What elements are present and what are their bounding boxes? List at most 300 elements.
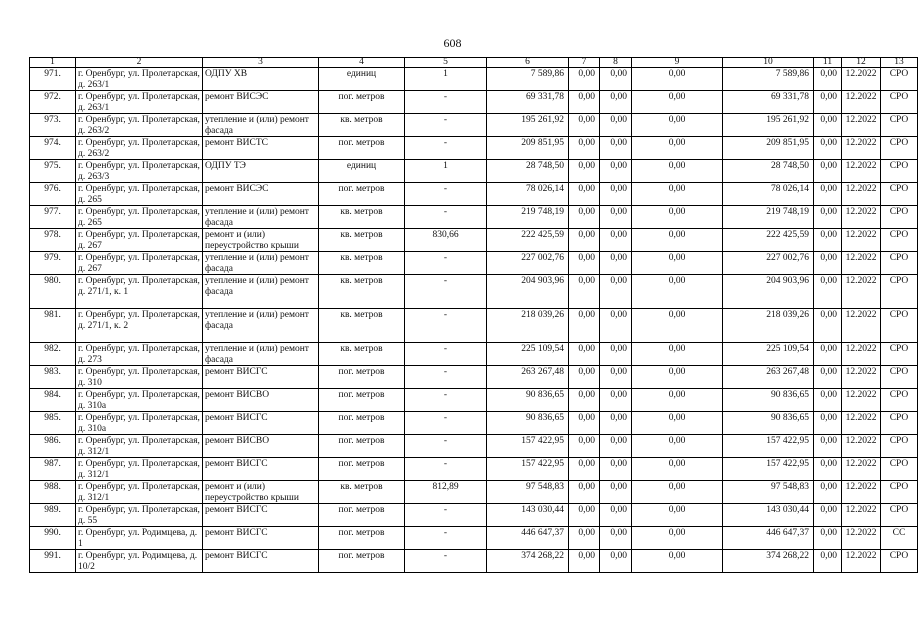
cost-col11-cell: 0,00 [814, 91, 842, 114]
column-header: 7 [569, 58, 600, 68]
work-type-cell: ремонт ВИСТС [203, 137, 319, 160]
completion-date-cell: 12.2022 [842, 343, 881, 366]
cost-col8-cell: 0,00 [600, 137, 632, 160]
table-row [30, 527, 918, 550]
cost-col10-cell: 218 039,26 [723, 309, 814, 343]
cost-col8-cell: 0,00 [600, 412, 632, 435]
work-type-cell: утепление и (или) ремонт фасада [203, 252, 319, 275]
funding-source-cell: СРО [881, 481, 918, 504]
cost-col7-cell: 0,00 [569, 275, 600, 309]
address-cell: г. Оренбург, ул. Пролетарская, д. 263/2 [76, 137, 203, 160]
cost-col9-cell: 0,00 [632, 206, 723, 229]
cost-col9-cell: 0,00 [632, 389, 723, 412]
cost-col11-cell: 0,00 [814, 550, 842, 573]
work-type-cell: ремонт ВИСГС [203, 366, 319, 389]
cost-col10-cell: 263 267,48 [723, 366, 814, 389]
cost-col7-cell: 0,00 [569, 183, 600, 206]
cost-col8-cell: 0,00 [600, 206, 632, 229]
cost-col9-cell: 0,00 [632, 275, 723, 309]
header-row [30, 58, 918, 68]
table-row [30, 91, 918, 114]
volume-cell: - [405, 183, 487, 206]
unit-cell: кв. метров [319, 481, 405, 504]
cost-col10-cell: 209 851,95 [723, 137, 814, 160]
column-header: 10 [723, 58, 814, 68]
completion-date-cell: 12.2022 [842, 550, 881, 573]
table-row [30, 343, 918, 366]
cost-col11-cell: 0,00 [814, 229, 842, 252]
volume-cell: - [405, 412, 487, 435]
table-row [30, 435, 918, 458]
address-cell: г. Оренбург, ул. Пролетарская, д. 271/1, к. 2 [76, 309, 203, 343]
cost-col11-cell: 0,00 [814, 275, 842, 309]
cost-col7-cell: 0,00 [569, 343, 600, 366]
table-row [30, 481, 918, 504]
row-number-cell: 972. [30, 91, 76, 114]
table-row [30, 412, 918, 435]
cost-col11-cell: 0,00 [814, 114, 842, 137]
address-cell: г. Оренбург, ул. Пролетарская, д. 263/2 [76, 114, 203, 137]
funding-source-cell: СРО [881, 389, 918, 412]
work-type-cell: утепление и (или) ремонт фасада [203, 343, 319, 366]
total-cost-cell: 78 026,14 [487, 183, 569, 206]
unit-cell: пог. метров [319, 412, 405, 435]
cost-col11-cell: 0,00 [814, 183, 842, 206]
total-cost-cell: 90 836,65 [487, 389, 569, 412]
cost-col8-cell: 0,00 [600, 504, 632, 527]
volume-cell: - [405, 91, 487, 114]
volume-cell: 812,89 [405, 481, 487, 504]
row-number-cell: 982. [30, 343, 76, 366]
unit-cell: пог. метров [319, 91, 405, 114]
work-type-cell: ремонт ВИСГС [203, 412, 319, 435]
cost-col11-cell: 0,00 [814, 309, 842, 343]
unit-cell: пог. метров [319, 366, 405, 389]
cost-col9-cell: 0,00 [632, 504, 723, 527]
table-row [30, 275, 918, 309]
cost-col8-cell: 0,00 [600, 458, 632, 481]
total-cost-cell: 157 422,95 [487, 458, 569, 481]
total-cost-cell: 222 425,59 [487, 229, 569, 252]
funding-source-cell: СРО [881, 550, 918, 573]
total-cost-cell: 374 268,22 [487, 550, 569, 573]
unit-cell: пог. метров [319, 389, 405, 412]
volume-cell: - [405, 309, 487, 343]
row-number-cell: 989. [30, 504, 76, 527]
row-number-cell: 985. [30, 412, 76, 435]
address-cell: г. Оренбург, ул. Пролетарская, д. 310а [76, 412, 203, 435]
cost-col9-cell: 0,00 [632, 91, 723, 114]
column-header: 3 [203, 58, 319, 68]
column-header: 11 [814, 58, 842, 68]
funding-source-cell: СРО [881, 91, 918, 114]
total-cost-cell: 69 331,78 [487, 91, 569, 114]
table-row [30, 114, 918, 137]
total-cost-cell: 209 851,95 [487, 137, 569, 160]
funding-source-cell: СРО [881, 275, 918, 309]
cost-col9-cell: 0,00 [632, 412, 723, 435]
cost-col8-cell: 0,00 [600, 366, 632, 389]
volume-cell: - [405, 550, 487, 573]
cost-col8-cell: 0,00 [600, 343, 632, 366]
cost-col11-cell: 0,00 [814, 366, 842, 389]
unit-cell: кв. метров [319, 343, 405, 366]
cost-col7-cell: 0,00 [569, 458, 600, 481]
cost-col9-cell: 0,00 [632, 343, 723, 366]
funding-source-cell: СРО [881, 435, 918, 458]
address-cell: г. Оренбург, ул. Пролетарская, д. 263/1 [76, 68, 203, 91]
unit-cell: кв. метров [319, 229, 405, 252]
cost-col8-cell: 0,00 [600, 229, 632, 252]
unit-cell: единиц [319, 68, 405, 91]
address-cell: г. Оренбург, ул. Пролетарская, д. 267 [76, 252, 203, 275]
row-number-cell: 974. [30, 137, 76, 160]
funding-source-cell: СРО [881, 183, 918, 206]
column-header: 4 [319, 58, 405, 68]
cost-col10-cell: 219 748,19 [723, 206, 814, 229]
work-type-cell: утепление и (или) ремонт фасада [203, 206, 319, 229]
unit-cell: кв. метров [319, 309, 405, 343]
total-cost-cell: 7 589,86 [487, 68, 569, 91]
unit-cell: пог. метров [319, 435, 405, 458]
cost-col9-cell: 0,00 [632, 229, 723, 252]
volume-cell: - [405, 206, 487, 229]
total-cost-cell: 157 422,95 [487, 435, 569, 458]
work-type-cell: утепление и (или) ремонт фасада [203, 114, 319, 137]
work-type-cell: утепление и (или) ремонт фасада [203, 309, 319, 343]
cost-col11-cell: 0,00 [814, 527, 842, 550]
cost-col10-cell: 143 030,44 [723, 504, 814, 527]
cost-col9-cell: 0,00 [632, 137, 723, 160]
funding-source-cell: СРО [881, 309, 918, 343]
funding-source-cell: СРО [881, 114, 918, 137]
completion-date-cell: 12.2022 [842, 275, 881, 309]
cost-col11-cell: 0,00 [814, 343, 842, 366]
volume-cell: 830,66 [405, 229, 487, 252]
work-type-cell: ремонт ВИСЭС [203, 91, 319, 114]
volume-cell: - [405, 343, 487, 366]
completion-date-cell: 12.2022 [842, 137, 881, 160]
total-cost-cell: 218 039,26 [487, 309, 569, 343]
cost-col11-cell: 0,00 [814, 68, 842, 91]
volume-cell: - [405, 275, 487, 309]
cost-col9-cell: 0,00 [632, 309, 723, 343]
cost-col7-cell: 0,00 [569, 229, 600, 252]
completion-date-cell: 12.2022 [842, 527, 881, 550]
cost-col8-cell: 0,00 [600, 91, 632, 114]
cost-col10-cell: 28 748,50 [723, 160, 814, 183]
funding-source-cell: СРО [881, 412, 918, 435]
address-cell: г. Оренбург, ул. Пролетарская, д. 273 [76, 343, 203, 366]
total-cost-cell: 28 748,50 [487, 160, 569, 183]
address-cell: г. Оренбург, ул. Родимцева, д. 1 [76, 527, 203, 550]
column-header: 2 [76, 58, 203, 68]
row-number-cell: 977. [30, 206, 76, 229]
cost-col7-cell: 0,00 [569, 91, 600, 114]
unit-cell: кв. метров [319, 275, 405, 309]
cost-col9-cell: 0,00 [632, 160, 723, 183]
work-type-cell: ремонт ВИСВО [203, 389, 319, 412]
completion-date-cell: 12.2022 [842, 389, 881, 412]
total-cost-cell: 225 109,54 [487, 343, 569, 366]
work-type-cell: ремонт ВИСГС [203, 550, 319, 573]
cost-col11-cell: 0,00 [814, 412, 842, 435]
volume-cell: - [405, 389, 487, 412]
table-row [30, 458, 918, 481]
cost-col9-cell: 0,00 [632, 366, 723, 389]
address-cell: г. Оренбург, ул. Пролетарская, д. 263/1 [76, 91, 203, 114]
funding-source-cell: СРО [881, 68, 918, 91]
work-type-cell: ремонт ВИСГС [203, 504, 319, 527]
cost-col7-cell: 0,00 [569, 412, 600, 435]
volume-cell: - [405, 435, 487, 458]
completion-date-cell: 12.2022 [842, 435, 881, 458]
table-row [30, 137, 918, 160]
address-cell: г. Оренбург, ул. Пролетарская, д. 310 [76, 366, 203, 389]
unit-cell: пог. метров [319, 458, 405, 481]
cost-col10-cell: 225 109,54 [723, 343, 814, 366]
funding-source-cell: СРО [881, 252, 918, 275]
volume-cell: - [405, 527, 487, 550]
total-cost-cell: 204 903,96 [487, 275, 569, 309]
volume-cell: 1 [405, 68, 487, 91]
total-cost-cell: 263 267,48 [487, 366, 569, 389]
cost-col9-cell: 0,00 [632, 550, 723, 573]
unit-cell: кв. метров [319, 252, 405, 275]
row-number-cell: 971. [30, 68, 76, 91]
cost-col10-cell: 157 422,95 [723, 435, 814, 458]
table-row [30, 68, 918, 91]
table-row [30, 366, 918, 389]
page-number: 608 [443, 36, 462, 50]
table-row [30, 504, 918, 527]
work-type-cell: утепление и (или) ремонт фасада [203, 275, 319, 309]
cost-col10-cell: 446 647,37 [723, 527, 814, 550]
total-cost-cell: 97 548,83 [487, 481, 569, 504]
row-number-cell: 988. [30, 481, 76, 504]
cost-col7-cell: 0,00 [569, 137, 600, 160]
cost-col7-cell: 0,00 [569, 527, 600, 550]
unit-cell: пог. метров [319, 183, 405, 206]
funding-source-cell: СРО [881, 366, 918, 389]
completion-date-cell: 12.2022 [842, 183, 881, 206]
row-number-cell: 975. [30, 160, 76, 183]
completion-date-cell: 12.2022 [842, 252, 881, 275]
cost-col11-cell: 0,00 [814, 252, 842, 275]
funding-source-cell: СРО [881, 343, 918, 366]
cost-col7-cell: 0,00 [569, 309, 600, 343]
cost-col10-cell: 7 589,86 [723, 68, 814, 91]
cost-col10-cell: 78 026,14 [723, 183, 814, 206]
volume-cell: - [405, 252, 487, 275]
cost-col8-cell: 0,00 [600, 114, 632, 137]
unit-cell: кв. метров [319, 206, 405, 229]
completion-date-cell: 12.2022 [842, 160, 881, 183]
total-cost-cell: 143 030,44 [487, 504, 569, 527]
cost-col9-cell: 0,00 [632, 114, 723, 137]
cost-col9-cell: 0,00 [632, 527, 723, 550]
cost-col8-cell: 0,00 [600, 160, 632, 183]
total-cost-cell: 227 002,76 [487, 252, 569, 275]
work-type-cell: ремонт ВИСЭС [203, 183, 319, 206]
unit-cell: кв. метров [319, 114, 405, 137]
cost-col8-cell: 0,00 [600, 389, 632, 412]
cost-col11-cell: 0,00 [814, 389, 842, 412]
cost-col7-cell: 0,00 [569, 252, 600, 275]
row-number-cell: 991. [30, 550, 76, 573]
volume-cell: - [405, 458, 487, 481]
cost-col8-cell: 0,00 [600, 68, 632, 91]
address-cell: г. Оренбург, ул. Пролетарская, д. 312/1 [76, 435, 203, 458]
table-row [30, 206, 918, 229]
cost-col11-cell: 0,00 [814, 435, 842, 458]
cost-col7-cell: 0,00 [569, 550, 600, 573]
cost-col9-cell: 0,00 [632, 481, 723, 504]
row-number-cell: 973. [30, 114, 76, 137]
funding-source-cell: СРО [881, 137, 918, 160]
cost-col9-cell: 0,00 [632, 252, 723, 275]
work-type-cell: ремонт ВИСГС [203, 527, 319, 550]
completion-date-cell: 12.2022 [842, 229, 881, 252]
cost-col9-cell: 0,00 [632, 183, 723, 206]
work-type-cell: ремонт ВИСВО [203, 435, 319, 458]
capital-repair-table [29, 57, 918, 573]
cost-col10-cell: 90 836,65 [723, 389, 814, 412]
completion-date-cell: 12.2022 [842, 504, 881, 527]
work-type-cell: ремонт и (или) переустройство крыши [203, 481, 319, 504]
volume-cell: 1 [405, 160, 487, 183]
funding-source-cell: СРО [881, 458, 918, 481]
cost-col11-cell: 0,00 [814, 504, 842, 527]
cost-col10-cell: 374 268,22 [723, 550, 814, 573]
work-type-cell: ремонт и (или) переустройство крыши [203, 229, 319, 252]
column-header: 6 [487, 58, 569, 68]
address-cell: г. Оренбург, ул. Пролетарская, д. 312/1 [76, 481, 203, 504]
cost-col7-cell: 0,00 [569, 389, 600, 412]
column-header: 13 [881, 58, 918, 68]
cost-col8-cell: 0,00 [600, 550, 632, 573]
funding-source-cell: СС [881, 527, 918, 550]
cost-col7-cell: 0,00 [569, 435, 600, 458]
address-cell: г. Оренбург, ул. Пролетарская, д. 265 [76, 206, 203, 229]
funding-source-cell: СРО [881, 206, 918, 229]
cost-col8-cell: 0,00 [600, 275, 632, 309]
row-number-cell: 976. [30, 183, 76, 206]
cost-col11-cell: 0,00 [814, 458, 842, 481]
table-row [30, 252, 918, 275]
completion-date-cell: 12.2022 [842, 412, 881, 435]
volume-cell: - [405, 137, 487, 160]
address-cell: г. Оренбург, ул. Пролетарская, д. 55 [76, 504, 203, 527]
table-row [30, 389, 918, 412]
row-number-cell: 981. [30, 309, 76, 343]
work-type-cell: ремонт ВИСГС [203, 458, 319, 481]
cost-col7-cell: 0,00 [569, 504, 600, 527]
unit-cell: пог. метров [319, 527, 405, 550]
cost-col10-cell: 222 425,59 [723, 229, 814, 252]
cost-col8-cell: 0,00 [600, 309, 632, 343]
cost-col8-cell: 0,00 [600, 252, 632, 275]
cost-col11-cell: 0,00 [814, 160, 842, 183]
table-row [30, 550, 918, 573]
table-row [30, 309, 918, 343]
cost-col7-cell: 0,00 [569, 206, 600, 229]
cost-col10-cell: 157 422,95 [723, 458, 814, 481]
completion-date-cell: 12.2022 [842, 114, 881, 137]
cost-col10-cell: 227 002,76 [723, 252, 814, 275]
cost-col9-cell: 0,00 [632, 68, 723, 91]
address-cell: г. Оренбург, ул. Пролетарская, д. 312/1 [76, 458, 203, 481]
row-number-cell: 980. [30, 275, 76, 309]
column-header: 5 [405, 58, 487, 68]
address-cell: г. Оренбург, ул. Пролетарская, д. 267 [76, 229, 203, 252]
address-cell: г. Оренбург, ул. Родимцева, д. 10/2 [76, 550, 203, 573]
column-header: 8 [600, 58, 632, 68]
cost-col11-cell: 0,00 [814, 206, 842, 229]
cost-col8-cell: 0,00 [600, 183, 632, 206]
row-number-cell: 983. [30, 366, 76, 389]
row-number-cell: 987. [30, 458, 76, 481]
cost-col10-cell: 90 836,65 [723, 412, 814, 435]
funding-source-cell: СРО [881, 504, 918, 527]
work-type-cell: ОДПУ ТЭ [203, 160, 319, 183]
volume-cell: - [405, 504, 487, 527]
cost-col8-cell: 0,00 [600, 527, 632, 550]
unit-cell: пог. метров [319, 137, 405, 160]
row-number-cell: 984. [30, 389, 76, 412]
address-cell: г. Оренбург, ул. Пролетарская, д. 271/1, к. 1 [76, 275, 203, 309]
column-header: 12 [842, 58, 881, 68]
completion-date-cell: 12.2022 [842, 309, 881, 343]
row-number-cell: 979. [30, 252, 76, 275]
cost-col7-cell: 0,00 [569, 160, 600, 183]
cost-col11-cell: 0,00 [814, 137, 842, 160]
completion-date-cell: 12.2022 [842, 481, 881, 504]
address-cell: г. Оренбург, ул. Пролетарская, д. 310а [76, 389, 203, 412]
cost-col10-cell: 195 261,92 [723, 114, 814, 137]
row-number-cell: 986. [30, 435, 76, 458]
total-cost-cell: 446 647,37 [487, 527, 569, 550]
cost-col8-cell: 0,00 [600, 435, 632, 458]
cost-col7-cell: 0,00 [569, 68, 600, 91]
row-number-cell: 990. [30, 527, 76, 550]
row-number-cell: 978. [30, 229, 76, 252]
total-cost-cell: 219 748,19 [487, 206, 569, 229]
work-type-cell: ОДПУ ХВ [203, 68, 319, 91]
completion-date-cell: 12.2022 [842, 68, 881, 91]
volume-cell: - [405, 366, 487, 389]
column-header: 1 [30, 58, 76, 68]
table-row [30, 160, 918, 183]
funding-source-cell: СРО [881, 229, 918, 252]
cost-col10-cell: 97 548,83 [723, 481, 814, 504]
address-cell: г. Оренбург, ул. Пролетарская, д. 265 [76, 183, 203, 206]
cost-col7-cell: 0,00 [569, 114, 600, 137]
cost-col7-cell: 0,00 [569, 481, 600, 504]
cost-col10-cell: 204 903,96 [723, 275, 814, 309]
funding-source-cell: СРО [881, 160, 918, 183]
completion-date-cell: 12.2022 [842, 366, 881, 389]
unit-cell: единиц [319, 160, 405, 183]
cost-col9-cell: 0,00 [632, 435, 723, 458]
total-cost-cell: 195 261,92 [487, 114, 569, 137]
cost-col8-cell: 0,00 [600, 481, 632, 504]
column-header: 9 [632, 58, 723, 68]
cost-col7-cell: 0,00 [569, 366, 600, 389]
table-row [30, 183, 918, 206]
completion-date-cell: 12.2022 [842, 206, 881, 229]
completion-date-cell: 12.2022 [842, 91, 881, 114]
